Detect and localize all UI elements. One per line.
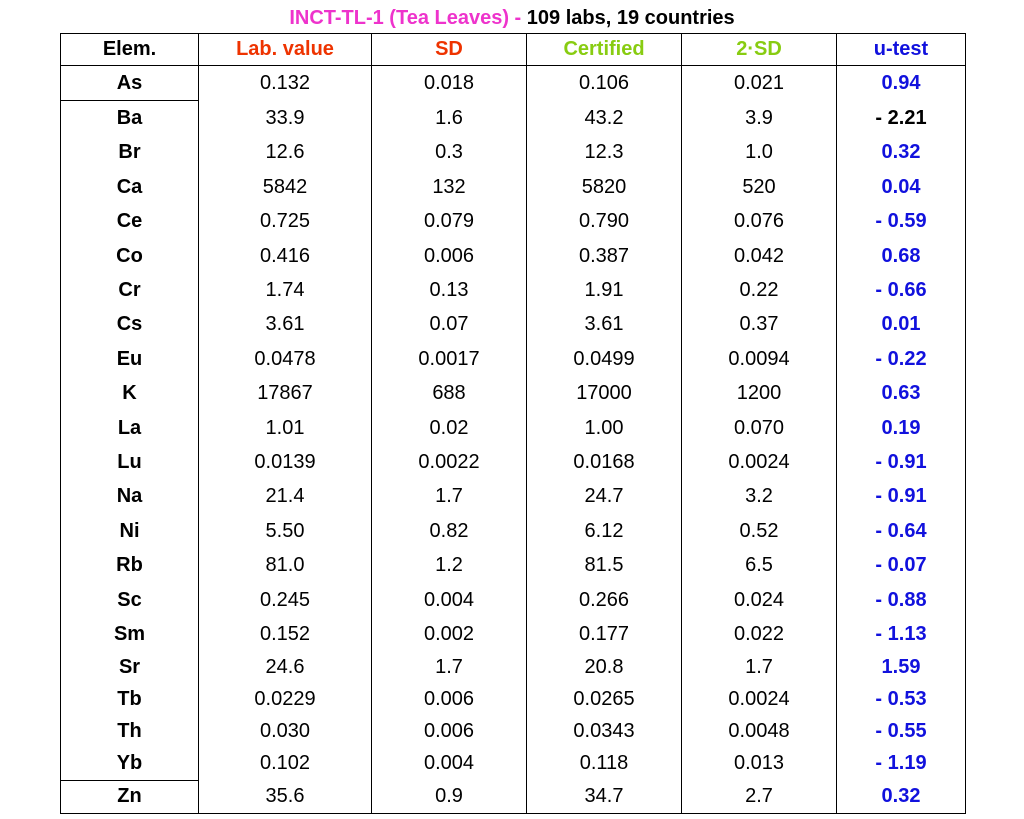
lab-value-cell: 0.132 <box>199 66 372 101</box>
sd-cell: 1.6 <box>372 101 527 136</box>
sd-cell: 0.0017 <box>372 342 527 376</box>
two-sd-cell: 0.22 <box>682 273 837 307</box>
col-header-lab-value: Lab. value <box>199 34 372 66</box>
certified-cell: 43.2 <box>527 101 682 136</box>
u-test-cell: 0.68 <box>837 239 966 273</box>
certified-cell: 81.5 <box>527 548 682 582</box>
two-sd-cell: 0.0094 <box>682 342 837 376</box>
u-test-cell: - 0.91 <box>837 480 966 514</box>
col-header-2sd: 2·SD <box>682 34 837 66</box>
u-test-cell: - 0.53 <box>837 684 966 716</box>
lab-value-cell: 0.0478 <box>199 342 372 376</box>
sd-cell: 0.002 <box>372 617 527 651</box>
certified-cell: 0.0265 <box>527 684 682 716</box>
u-test-cell: 0.01 <box>837 308 966 342</box>
element-cell: La <box>61 411 199 445</box>
table-row <box>61 205 966 239</box>
col-header-certified: Certified <box>527 34 682 66</box>
sd-cell: 0.0022 <box>372 445 527 479</box>
lab-value-cell: 0.0139 <box>199 445 372 479</box>
table-row <box>61 684 966 716</box>
u-test-cell: - 0.22 <box>837 342 966 376</box>
element-cell: Br <box>61 136 199 170</box>
table-row <box>61 342 966 376</box>
certified-cell: 12.3 <box>527 136 682 170</box>
lab-value-cell: 1.74 <box>199 273 372 307</box>
lab-value-cell: 0.416 <box>199 239 372 273</box>
element-cell: Sm <box>61 617 199 651</box>
table-row <box>61 748 966 781</box>
table-row <box>61 583 966 617</box>
u-test-cell: 0.32 <box>837 136 966 170</box>
certified-cell: 0.790 <box>527 205 682 239</box>
u-test-cell: 0.63 <box>837 377 966 411</box>
sd-cell: 0.018 <box>372 66 527 101</box>
u-test-cell: 1.59 <box>837 652 966 684</box>
two-sd-cell: 3.2 <box>682 480 837 514</box>
u-test-cell: - 0.66 <box>837 273 966 307</box>
two-sd-cell: 0.021 <box>682 66 837 101</box>
u-test-cell: - 1.19 <box>837 748 966 781</box>
certified-cell: 24.7 <box>527 480 682 514</box>
element-cell: Cr <box>61 273 199 307</box>
sd-cell: 0.82 <box>372 514 527 548</box>
two-sd-cell: 0.070 <box>682 411 837 445</box>
sd-cell: 0.07 <box>372 308 527 342</box>
certified-cell: 34.7 <box>527 780 682 813</box>
sd-cell: 0.3 <box>372 136 527 170</box>
sd-cell: 0.13 <box>372 273 527 307</box>
lab-value-cell: 0.245 <box>199 583 372 617</box>
table-row <box>61 170 966 204</box>
table-row <box>61 239 966 273</box>
element-cell: Th <box>61 716 199 748</box>
lab-value-cell: 5842 <box>199 170 372 204</box>
element-cell: Na <box>61 480 199 514</box>
element-cell: Rb <box>61 548 199 582</box>
certified-cell: 0.266 <box>527 583 682 617</box>
two-sd-cell: 0.076 <box>682 205 837 239</box>
lab-value-cell: 21.4 <box>199 480 372 514</box>
certified-cell: 0.0499 <box>527 342 682 376</box>
lab-value-cell: 3.61 <box>199 308 372 342</box>
two-sd-cell: 6.5 <box>682 548 837 582</box>
table-row <box>61 136 966 170</box>
element-cell: Sr <box>61 652 199 684</box>
sd-cell: 0.006 <box>372 239 527 273</box>
table-row <box>61 652 966 684</box>
u-test-cell: - 1.13 <box>837 617 966 651</box>
sd-cell: 688 <box>372 377 527 411</box>
two-sd-cell: 0.024 <box>682 583 837 617</box>
lab-value-cell: 0.152 <box>199 617 372 651</box>
table-row <box>61 480 966 514</box>
element-cell: Sc <box>61 583 199 617</box>
sd-cell: 0.004 <box>372 748 527 781</box>
title-material: INCT-TL-1 (Tea Leaves) - <box>289 7 522 29</box>
two-sd-cell: 0.0024 <box>682 684 837 716</box>
table-row <box>61 617 966 651</box>
table-row <box>61 445 966 479</box>
lab-value-cell: 0.0229 <box>199 684 372 716</box>
certified-cell: 1.91 <box>527 273 682 307</box>
two-sd-cell: 0.52 <box>682 514 837 548</box>
element-cell: Cs <box>61 308 199 342</box>
two-sd-cell: 2.7 <box>682 780 837 813</box>
two-sd-cell: 0.37 <box>682 308 837 342</box>
lab-value-cell: 81.0 <box>199 548 372 582</box>
two-sd-cell: 1.0 <box>682 136 837 170</box>
lab-value-cell: 0.725 <box>199 205 372 239</box>
u-test-cell: - 0.88 <box>837 583 966 617</box>
table-row <box>61 716 966 748</box>
u-test-cell: 0.19 <box>837 411 966 445</box>
certified-cell: 17000 <box>527 377 682 411</box>
title-summary: 109 labs, 19 countries <box>526 7 735 29</box>
two-sd-cell: 0.042 <box>682 239 837 273</box>
u-test-cell: - 0.55 <box>837 716 966 748</box>
sd-cell: 0.079 <box>372 205 527 239</box>
certified-cell: 5820 <box>527 170 682 204</box>
u-test-cell: 0.04 <box>837 170 966 204</box>
certified-cell: 0.106 <box>527 66 682 101</box>
element-cell: As <box>61 66 199 101</box>
lab-value-cell: 35.6 <box>199 780 372 813</box>
col-header-u-test: u-test <box>837 34 966 66</box>
table-row <box>61 377 966 411</box>
sd-cell: 1.7 <box>372 652 527 684</box>
lab-value-cell: 17867 <box>199 377 372 411</box>
two-sd-cell: 0.0024 <box>682 445 837 479</box>
table-row <box>61 66 966 101</box>
lab-value-cell: 1.01 <box>199 411 372 445</box>
table-row <box>61 101 966 136</box>
u-test-cell: - 2.21 <box>837 101 966 136</box>
certified-cell: 0.118 <box>527 748 682 781</box>
two-sd-cell: 1.7 <box>682 652 837 684</box>
element-cell: K <box>61 377 199 411</box>
table-header-row <box>61 34 966 66</box>
element-cell: Ce <box>61 205 199 239</box>
element-cell: Lu <box>61 445 199 479</box>
col-header-element: Elem. <box>61 34 199 66</box>
element-cell: Zn <box>61 780 199 813</box>
lab-value-cell: 33.9 <box>199 101 372 136</box>
lab-value-cell: 5.50 <box>199 514 372 548</box>
element-cell: Ba <box>61 101 199 136</box>
sd-cell: 0.006 <box>372 684 527 716</box>
lab-value-cell: 0.102 <box>199 748 372 781</box>
lab-value-cell: 12.6 <box>199 136 372 170</box>
sd-cell: 0.02 <box>372 411 527 445</box>
table-row <box>61 780 966 813</box>
two-sd-cell: 0.0048 <box>682 716 837 748</box>
table-row <box>61 548 966 582</box>
sd-cell: 132 <box>372 170 527 204</box>
certified-cell: 1.00 <box>527 411 682 445</box>
element-cell: Ni <box>61 514 199 548</box>
table-body <box>61 66 966 814</box>
lab-value-cell: 24.6 <box>199 652 372 684</box>
lab-value-cell: 0.030 <box>199 716 372 748</box>
u-test-cell: - 0.64 <box>837 514 966 548</box>
element-cell: Eu <box>61 342 199 376</box>
certified-cell: 0.387 <box>527 239 682 273</box>
certified-cell: 20.8 <box>527 652 682 684</box>
two-sd-cell: 0.013 <box>682 748 837 781</box>
element-cell: Yb <box>61 748 199 781</box>
certified-cell: 0.0168 <box>527 445 682 479</box>
two-sd-cell: 0.022 <box>682 617 837 651</box>
u-test-cell: 0.94 <box>837 66 966 101</box>
results-table <box>60 33 966 814</box>
sd-cell: 0.9 <box>372 780 527 813</box>
sd-cell: 1.7 <box>372 480 527 514</box>
two-sd-cell: 1200 <box>682 377 837 411</box>
certified-cell: 0.177 <box>527 617 682 651</box>
u-test-cell: - 0.59 <box>837 205 966 239</box>
sd-cell: 1.2 <box>372 548 527 582</box>
u-test-cell: - 0.07 <box>837 548 966 582</box>
table-row <box>61 514 966 548</box>
element-cell: Tb <box>61 684 199 716</box>
certified-cell: 0.0343 <box>527 716 682 748</box>
sd-cell: 0.004 <box>372 583 527 617</box>
page-title <box>0 5 1024 31</box>
u-test-cell: - 0.91 <box>837 445 966 479</box>
element-cell: Ca <box>61 170 199 204</box>
col-header-sd: SD <box>372 34 527 66</box>
two-sd-cell: 520 <box>682 170 837 204</box>
two-sd-cell: 3.9 <box>682 101 837 136</box>
sd-cell: 0.006 <box>372 716 527 748</box>
u-test-cell: 0.32 <box>837 780 966 813</box>
certified-cell: 6.12 <box>527 514 682 548</box>
table-row <box>61 308 966 342</box>
table-row <box>61 273 966 307</box>
element-cell: Co <box>61 239 199 273</box>
certified-cell: 3.61 <box>527 308 682 342</box>
table-row <box>61 411 966 445</box>
